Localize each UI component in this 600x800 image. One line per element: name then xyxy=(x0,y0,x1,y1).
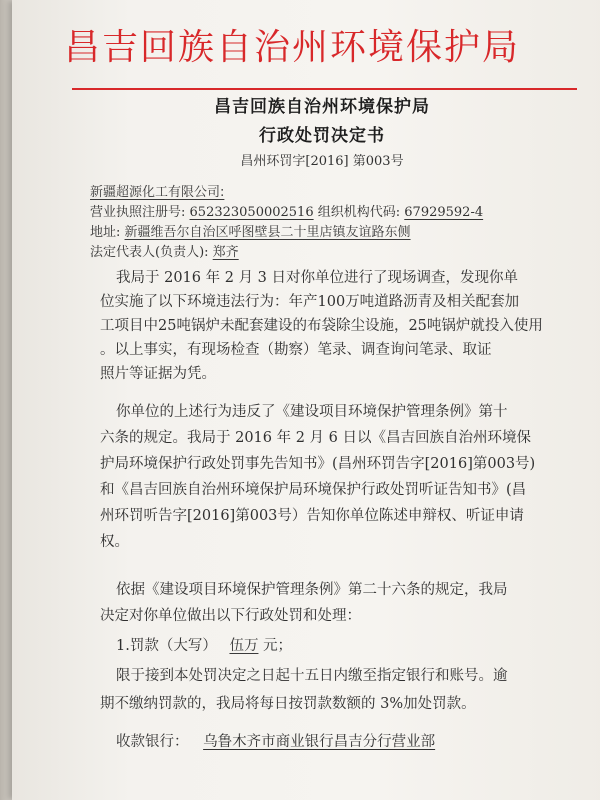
fine-row xyxy=(116,634,292,658)
address-label: 地址: xyxy=(90,225,121,240)
p3-line: 依据《建设项目环境保护管理条例》第二十六条的规定，我局 xyxy=(116,582,508,598)
p4-line: 期不缴纳罚款的，我局将每日按罚款数额的 3%加处罚款。 xyxy=(100,696,476,712)
p1-line: 我局于 2016 年 2 月 3 日对你单位进行了现场调查，发现你单 xyxy=(116,270,519,286)
p4-line: 限于接到本处罚决定之日起十五日内缴至指定银行和账号。逾 xyxy=(116,668,508,684)
document-number: 昌州环罚字[2016] 第003号 xyxy=(240,154,404,169)
p3-line: 决定对你单位做出以下行政处罚和处理： xyxy=(100,608,361,624)
representative-row xyxy=(90,244,239,262)
letterhead-title: 昌吉回族自治州环境保护局 xyxy=(63,27,520,68)
representative-name: 郑齐 xyxy=(212,245,239,260)
registration-label: 营业执照注册号: xyxy=(90,205,186,220)
p2-line: 权。 xyxy=(100,534,129,550)
p2-line: 和《昌吉回族自治州环境保护局环境保护行政处罚听证告知书》(昌 xyxy=(100,482,527,498)
representative-label: 法定代表人(负责人): xyxy=(90,245,209,260)
p1-line: 。以上事实，有现场检查（勘察）笔录、调查询问笔录、取证 xyxy=(100,342,492,358)
p1-line: 照片等证据为凭。 xyxy=(100,366,216,382)
fine-unit: 元； xyxy=(263,638,293,654)
bank-row xyxy=(116,730,435,754)
p2-line: 六条的规定。我局于 2016 年 2 月 6 日以《昌吉回族自治州环境保 xyxy=(100,430,532,446)
p2-line: 你单位的上述行为违反了《建设项目环境保护管理条例》第十 xyxy=(116,404,508,420)
bank-label: 收款银行： xyxy=(116,734,189,750)
page-binding xyxy=(0,0,12,800)
fine-label: 1.罚款（大写） xyxy=(116,638,217,654)
org-code-number: 67929592-4 xyxy=(404,205,484,220)
address-row xyxy=(90,224,411,242)
party-company: 新疆超源化工有限公司: xyxy=(90,185,225,200)
org-code-label: 组织机构代码: xyxy=(317,205,401,220)
issuing-agency: 昌吉回族自治州环境保护局 xyxy=(214,97,430,117)
document-page xyxy=(12,0,600,800)
p2-line: 护局环境保护行政处罚事先告知书》(昌州环罚告字[2016]第003号) xyxy=(100,456,536,472)
p1-line: 位实施了以下环境违法行为：年产100万吨道路沥青及相关配套加 xyxy=(100,294,520,310)
registration-row xyxy=(90,204,483,222)
letterhead-rule xyxy=(72,88,577,90)
registration-number: 652323050002516 xyxy=(189,205,314,220)
p1-line: 工项目中25吨锅炉未配套建设的布袋除尘设施，25吨锅炉就投入使用 xyxy=(100,318,543,334)
p2-line: 州环罚听告字[2016]第003号）告知你单位陈述申辩权、听证申请 xyxy=(100,508,524,524)
address-value: 新疆维吾尔自治区呼图壁县二十里店镇友谊路东侧 xyxy=(124,225,411,240)
bank-name: 乌鲁木齐市商业银行昌吉分行营业部 xyxy=(203,734,436,750)
document-type: 行政处罚决定书 xyxy=(259,126,385,146)
fine-amount: 伍万 xyxy=(229,638,259,654)
